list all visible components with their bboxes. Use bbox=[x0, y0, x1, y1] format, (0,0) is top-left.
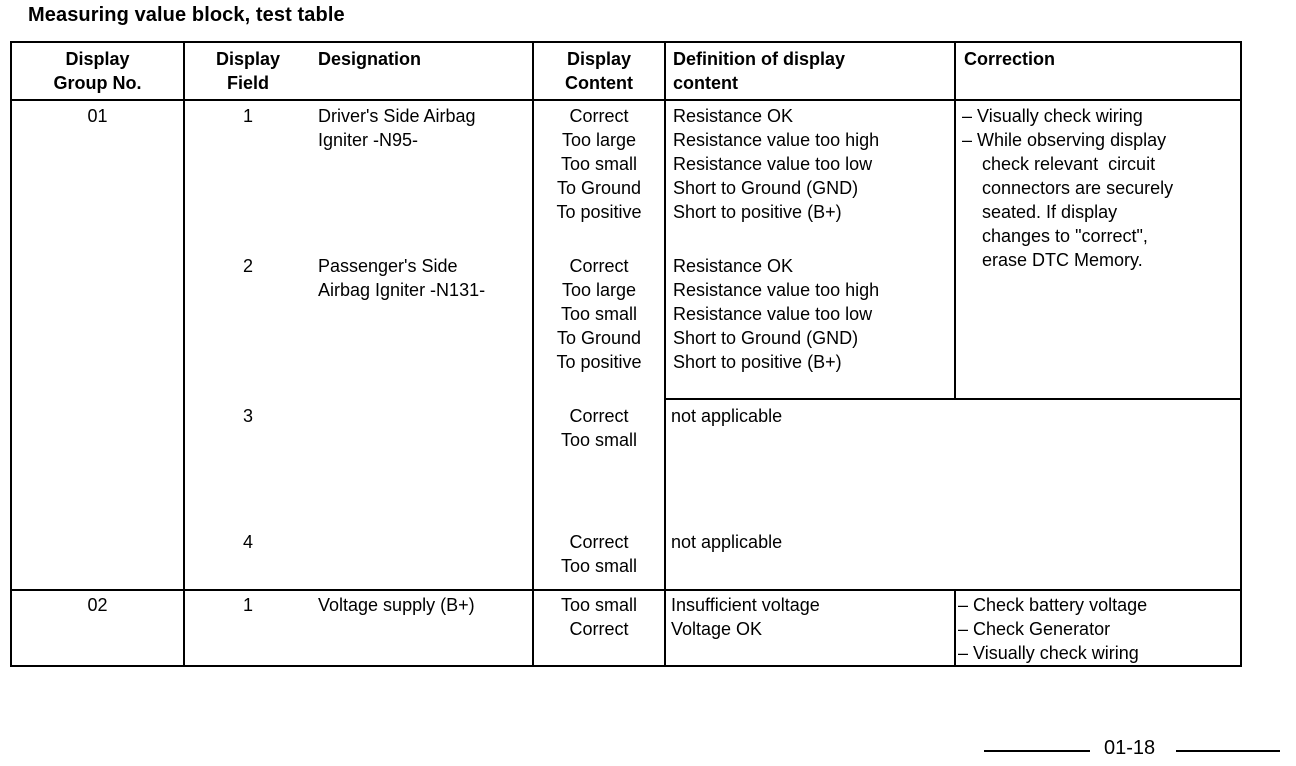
content-cell: Correct Too small bbox=[560, 532, 638, 576]
field-number: 1 bbox=[242, 595, 253, 615]
correction-cell: – Check battery voltage – Check Generator – Visually check wiring bbox=[958, 595, 1148, 663]
footer-rule-left bbox=[984, 750, 1090, 752]
definition-cell: not applicable bbox=[671, 532, 783, 552]
content-cell: Correct Too large Too small To Ground To positive bbox=[556, 256, 642, 372]
footer-rule-right bbox=[1176, 750, 1280, 752]
field-number: 2 bbox=[242, 256, 253, 276]
header-group-no: Display Group No. bbox=[53, 49, 142, 93]
column-divider bbox=[954, 589, 956, 665]
header-content: Display Content bbox=[565, 49, 633, 93]
header-correction: Correction bbox=[964, 49, 1056, 69]
field-number: 1 bbox=[242, 106, 253, 126]
row-divider bbox=[664, 398, 1240, 400]
field-number: 4 bbox=[242, 532, 253, 552]
column-divider bbox=[954, 43, 956, 400]
group-number: 01 bbox=[87, 106, 108, 126]
page-number: 01-18 bbox=[1104, 737, 1156, 759]
definition-cell: Resistance OK Resistance value too high Resistance value too low Short to Ground (GND) Short to positive (B+) bbox=[673, 106, 880, 222]
field-number: 3 bbox=[242, 406, 253, 426]
page-title: Measuring value block, test table bbox=[28, 4, 345, 26]
correction-cell: – Visually check wiring – While observing display check relevant circuit connectors are securely seated. If display changes to "correct", erase DTC Memory. bbox=[962, 106, 1174, 270]
header-divider bbox=[12, 99, 1240, 101]
definition-cell: not applicable bbox=[671, 406, 783, 426]
group-number: 02 bbox=[87, 595, 108, 615]
header-designation: Designation bbox=[318, 49, 422, 69]
header-field: Display Field bbox=[215, 49, 281, 93]
definition-cell: Insufficient voltage Voltage OK bbox=[671, 595, 820, 639]
definition-cell: Resistance OK Resistance value too high Resistance value too low Short to Ground (GND) Short to positive (B+) bbox=[673, 256, 880, 372]
content-cell: Correct Too small bbox=[560, 406, 638, 450]
designation-cell: Driver's Side Airbag Igniter -N95- bbox=[318, 106, 476, 150]
designation-cell: Passenger's Side Airbag Igniter -N131- bbox=[318, 256, 486, 300]
header-definition: Definition of display content bbox=[673, 49, 846, 93]
column-divider bbox=[183, 43, 185, 665]
test-table bbox=[10, 41, 1242, 667]
row-divider bbox=[12, 589, 1240, 591]
designation-cell: Voltage supply (B+) bbox=[318, 595, 475, 615]
content-cell: Too small Correct bbox=[560, 595, 638, 639]
column-divider bbox=[664, 43, 666, 665]
content-cell: Correct Too large Too small To Ground To positive bbox=[556, 106, 642, 222]
